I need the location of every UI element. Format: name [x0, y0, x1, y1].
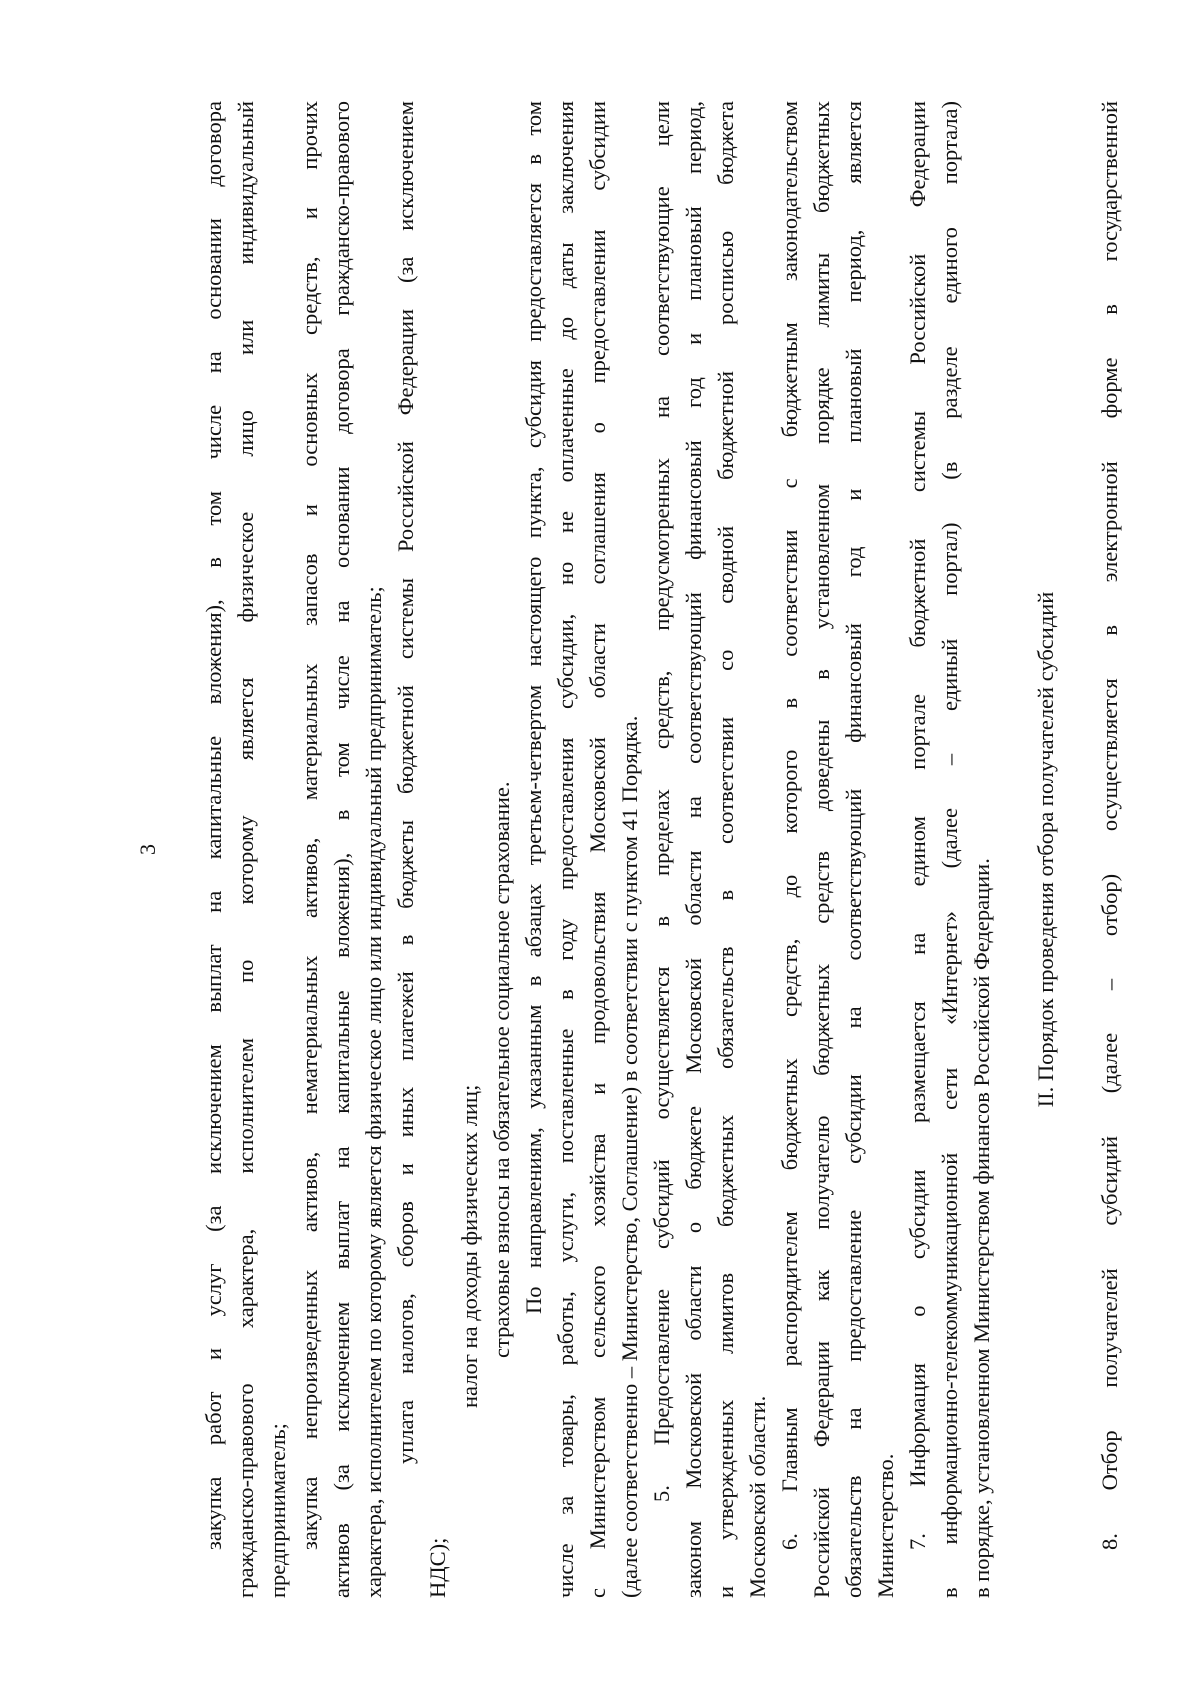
page-number: 3 — [135, 844, 160, 855]
text-line: обязательств на предоставление субсидии на соответствующий финансовый год и плановый период, является — [841, 101, 866, 1598]
text-line: 6. Главным распорядителем бюджетных средств, до которого в соответствии с бюджетным законодательством — [777, 101, 802, 1550]
text-line: закупка непроизведенных активов, нематериальных активов, материальных запасов и основных средств, и прочих — [297, 101, 322, 1550]
text-line: активов (за исключением выплат на капитальные вложения), в том числе на основании договора гражданско-правового — [329, 101, 354, 1598]
section-heading: II. Порядок проведения отбора получателей субсидий — [1033, 591, 1058, 1108]
text-line: страховые взносы на обязательное социальное страхование. — [489, 781, 514, 1358]
text-line: Московской области. — [745, 1395, 770, 1598]
text-line: в информационно-телекоммуникационной сети «Интернет» (далее – единый портал) (в разделе единого портала) — [937, 101, 962, 1598]
text-line: (далее соответственно – Министерство, Соглашение) в соответствии с пунктом 41 Порядка. — [617, 715, 642, 1598]
text-line: налог на доходы физических лиц; — [457, 1084, 482, 1408]
text-line: законом Московской области о бюджете Московской области на соответствующий финансовый год и плановый период, — [681, 101, 706, 1598]
text-line: 7. Информация о субсидии размещается на едином портале бюджетной системы Российской Федерации — [905, 101, 930, 1550]
text-line: закупка работ и услуг (за исключением выплат на капитальные вложения), в том числе на основании договора — [201, 101, 226, 1550]
text-line: НДС); — [425, 1537, 450, 1598]
text-line: гражданско-правового характера, исполнителем по которому является физическое лицо или индивидуальный — [233, 101, 258, 1598]
text-line: и утвержденных лимитов бюджетных обязательств в соответствии со сводной бюджетной росписью бюджета — [713, 101, 738, 1598]
text-line: Российской Федерации как получателю бюджетных средств доведены в установленном порядке лимиты бюджетных — [809, 101, 834, 1598]
text-line: 5. Предоставление субсидий осуществляется в пределах средств, предусмотренных на соответствующие цели — [649, 101, 674, 1502]
document-page — [135, 101, 1122, 1598]
text-line: Министерство. — [873, 1453, 898, 1598]
text-line: 8. Отбор получателей субсидий (далее – отбор) осуществляется в электронной форме в государственной — [1097, 101, 1122, 1550]
text-line: По направлениям, указанным в абзацах третьем-четвертом настоящего пункта, субсидия предоставляется в том — [521, 101, 546, 1314]
text-line: предприниматель; — [265, 1423, 290, 1598]
text-line: числе за товары, работы, услуги, поставленные в году предоставления субсидии, но не оплаченные до даты заключения — [553, 101, 578, 1598]
text-line: характера, исполнителем по которому является физическое лицо или индивидуальный предприниматель; — [361, 586, 386, 1598]
text-line: уплата налогов, сборов и иных платежей в бюджеты бюджетной системы Российской Федерации (за исключением — [393, 101, 418, 1464]
text-line: с Министерством сельского хозяйства и продовольствия Московской области соглашения о предоставлении субсидии — [585, 101, 610, 1598]
text-line: в порядке, установленном Министерством финансов Российской Федерации. — [969, 858, 994, 1598]
